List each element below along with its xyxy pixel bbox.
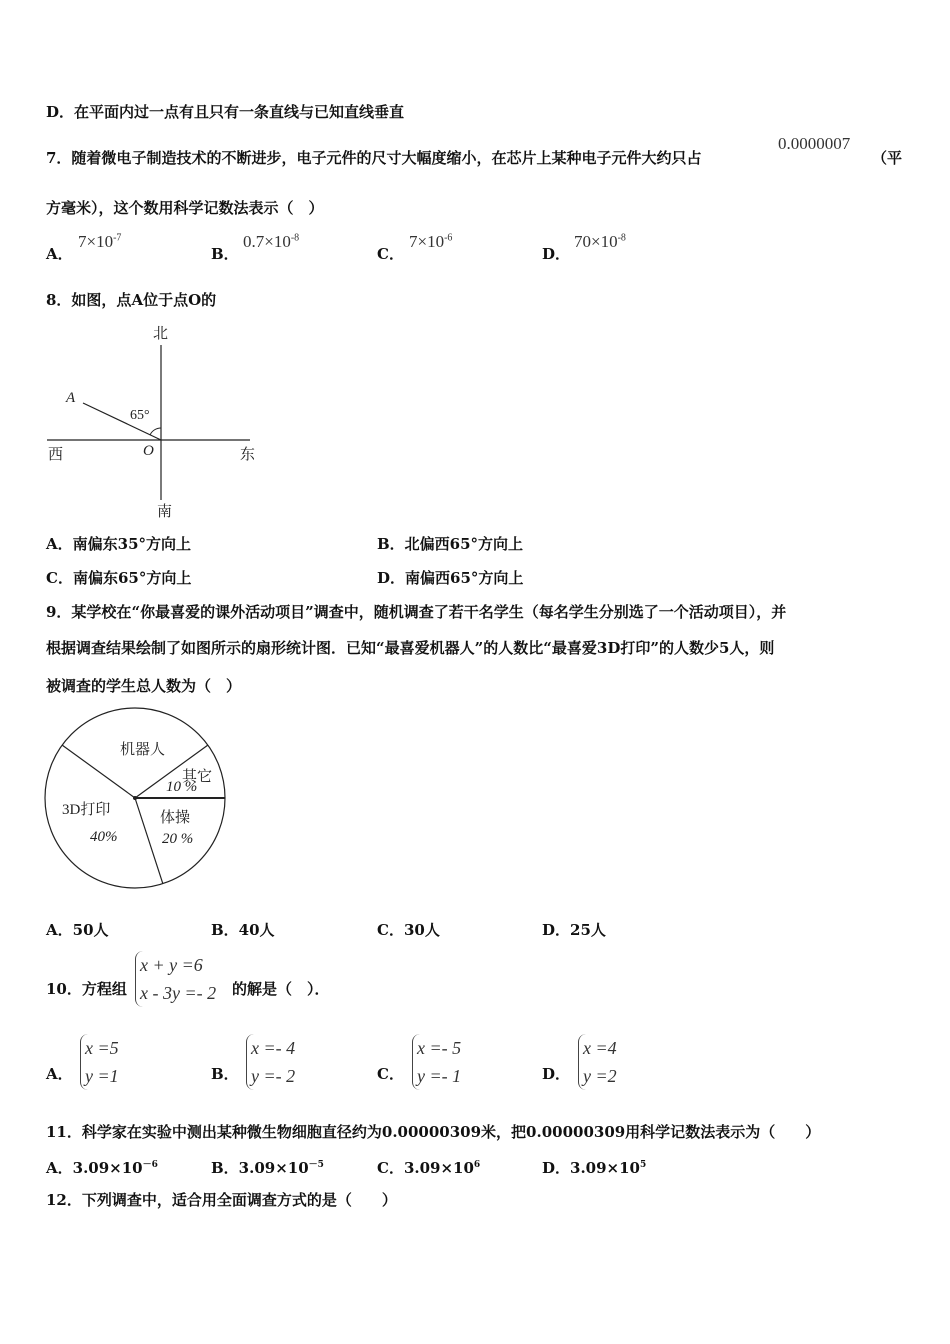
exponent: 5 xyxy=(639,1160,647,1170)
base: 0.7×10 xyxy=(243,232,291,251)
q11-option-b xyxy=(211,1155,324,1178)
equation-2: x - 3y =- 2 xyxy=(140,983,217,1003)
q8-option-d: D．南偏西65°方向上 xyxy=(377,569,524,587)
pie-slice-boundary xyxy=(135,798,163,884)
q9-stem-line2: 根据调查结果绘制了如图所示的扇形统计图．已知“最喜爱机器人”的人数比“最喜爱3D打印”的人数少5人，则 xyxy=(46,639,775,657)
exponent: -6 xyxy=(444,232,453,244)
base: B．3.09×10 xyxy=(211,1159,309,1177)
y-value: y =1 xyxy=(85,1066,119,1086)
base: 7×10 xyxy=(78,232,114,251)
x-value: x =4 xyxy=(583,1038,617,1058)
q10-equation-system xyxy=(135,951,216,1007)
q9-option-d: D．25人 xyxy=(542,921,606,939)
q10-option-c-system xyxy=(412,1034,461,1090)
equation-1: x + y =6 xyxy=(140,955,203,975)
q9-option-c: C．30人 xyxy=(377,921,440,939)
exponent: -8 xyxy=(617,232,626,244)
label-angle: 65° xyxy=(130,408,150,423)
q7-option-c-value xyxy=(409,232,452,252)
q7-option-d-label: D． xyxy=(542,245,571,263)
label-west: 西 xyxy=(48,447,64,463)
y-value: y =2 xyxy=(583,1066,617,1086)
x-value: x =5 xyxy=(85,1038,119,1058)
base: C．3.09×10 xyxy=(377,1159,474,1177)
q8-option-b: B．北偏西65°方向上 xyxy=(377,535,524,553)
q10-option-c-label: C． xyxy=(377,1065,404,1083)
q10-option-d-label: D． xyxy=(542,1065,571,1083)
q12-stem: 12．下列调查中，适合用全面调查方式的是（ ） xyxy=(46,1191,397,1209)
q7-stem-line1: 7．随着微电子制造技术的不断进步，电子元件的尺寸大幅度缩小，在芯片上某种电子元件大约只占 xyxy=(46,149,702,167)
q10-option-d-system xyxy=(578,1034,617,1090)
base: D．3.09×10 xyxy=(542,1159,640,1177)
q8-option-a: A．南偏东35°方向上 xyxy=(46,535,192,553)
q7-number: 0.0000007 xyxy=(778,134,851,153)
label-east: 东 xyxy=(240,447,256,463)
q6-option-d: D．在平面内过一点有且只有一条直线与已知直线垂直 xyxy=(46,103,405,121)
label-o: O xyxy=(143,443,154,459)
exponent: －5 xyxy=(308,1160,324,1170)
q7-option-b-label: B． xyxy=(211,245,239,263)
q9-stem-line1: 9．某学校在“你最喜爱的课外活动项目”调查中，随机调查了若干名学生（每名学生分别选了一个活动项目），并 xyxy=(46,603,787,621)
slice-pct-3d: 40% xyxy=(90,829,118,845)
q10-option-a-label: A． xyxy=(46,1065,73,1083)
exponent: 6 xyxy=(473,1160,481,1170)
slice-label-robot: 机器人 xyxy=(120,742,166,758)
label-a: A xyxy=(66,390,76,406)
q11-option-a xyxy=(46,1155,158,1178)
q11-stem: 11．科学家在实验中测出某种微生物细胞直径约为0.00000309米，把0.00000309用科学记数法表示为（ ） xyxy=(46,1123,821,1141)
exponent: -8 xyxy=(290,232,300,244)
q7-stem-line2: 方毫米），这个数用科学记数法表示（ ） xyxy=(46,199,324,217)
q10-prefix: 10．方程组 xyxy=(46,980,127,998)
q8-option-c: C．南偏东65°方向上 xyxy=(46,569,192,587)
q8-stem: 8．如图，点A位于点O的 xyxy=(46,291,217,309)
q11-option-d xyxy=(542,1155,646,1178)
base: 7×10 xyxy=(409,232,445,251)
x-value: x =- 5 xyxy=(417,1038,462,1058)
exponent: －6 xyxy=(142,1160,158,1170)
q7-option-d-value xyxy=(574,232,626,252)
q9-option-a: A．50人 xyxy=(46,921,109,939)
q7-stem-line1-end: （平 xyxy=(872,149,903,167)
q9-option-b: B．40人 xyxy=(211,921,275,939)
q7-option-a-label: A． xyxy=(46,245,73,263)
slice-label-other: 其它 xyxy=(182,769,213,785)
slice-pct-gym: 20 % xyxy=(162,831,194,847)
y-value: y =- 1 xyxy=(417,1066,462,1086)
q10-option-b-label: B． xyxy=(211,1065,239,1083)
exponent: -7 xyxy=(113,232,122,244)
q7-option-c-label: C． xyxy=(377,245,404,263)
pie-chart xyxy=(0,0,260,900)
base: A．3.09×10 xyxy=(46,1159,143,1177)
q10-option-b-system xyxy=(246,1034,295,1090)
label-north: 北 xyxy=(153,326,169,342)
q9-stem-line3: 被调查的学生总人数为（ ） xyxy=(46,677,242,695)
base: 70×10 xyxy=(574,232,618,251)
q11-option-c xyxy=(377,1155,480,1178)
label-south: 南 xyxy=(157,504,173,520)
y-value: y =- 2 xyxy=(251,1066,296,1086)
q10-option-a-system xyxy=(80,1034,119,1090)
slice-label-gym: 体操 xyxy=(160,810,191,826)
slice-label-3d: 3D打印 xyxy=(62,802,111,818)
q10-suffix: 的解是（ ）． xyxy=(232,980,330,998)
x-value: x =- 4 xyxy=(251,1038,296,1058)
slice-pct-other: 10 % xyxy=(166,779,198,795)
